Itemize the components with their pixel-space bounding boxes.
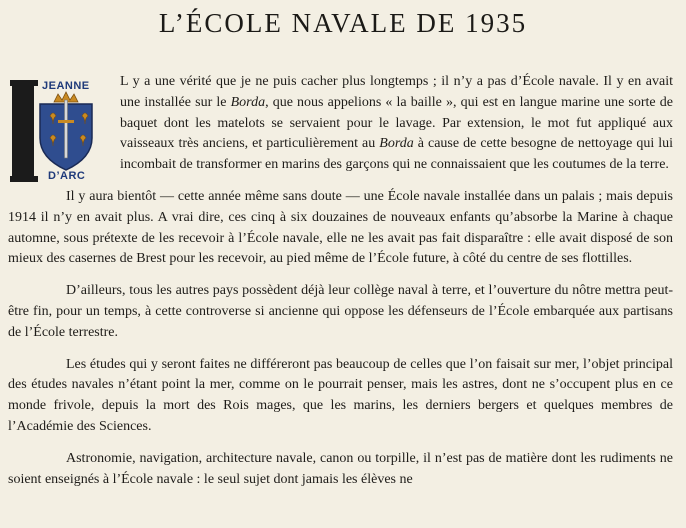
- dropcap-bottom-word: D’ARC: [48, 170, 86, 182]
- page-title: L’ÉCOLE NAVALE DE 1935: [158, 8, 528, 38]
- paragraph-4: Les études qui y seront faites ne différeront pas beaucoup de celles que l’on faisait sur mer, l’objet principal des études navales n’étant point la mer, comme on le pourrait penser, mais les astres, dont ne s’occupent plus en ce monde frivole, depuis la mort des Rois mages, que les marins, les derniers bergers et quelques membres de l’Académie des Sciences.: [8, 356, 673, 434]
- paragraph-1: [8, 72, 673, 176]
- body-text: [8, 72, 673, 490]
- paragraph-1-part-2: , que nous appelions « la baille », qui est en langue marine une sorte de baquet dont les matelots se servaient pour le lavage. Par extension, le mot fut appliqué aux vaisseaux très anciens, et particulièrement au: [120, 94, 673, 152]
- paragraph-2: Il y aura bientôt — cette année même sans doute — une École navale installée dans un palais ; mais depuis 1914 il n’y en avait plus. A vrai dire, ces cinq à six douzaines de nouveaux enfants qu’absorbe la Marine à chaque automne, sous prétexte de les recevoir à l’École navale, elle ne les avait pas fait disparaître : elle avait disposé de son mieux des casernes de Brest pour les recevoir, au pied même de l’École future, à côté du centre de ses flottilles.: [8, 188, 673, 267]
- dropcap-gap: [8, 72, 120, 176]
- dropcap-top-word: JEANNE: [42, 80, 90, 92]
- paragraph-3: D’ailleurs, tous les autres pays possèdent déjà leur collège naval à terre, et l’ouverture du nôtre mettra peut-être fin, pour un temps, à cette controverse si ancienne qui oppose les défenseurs de l’École embarquée aux partisans de l’École terrestre.: [8, 283, 673, 340]
- paragraph-1-ship-name: Borda: [230, 94, 266, 110]
- paragraph-1-part-3: à cause de cette besogne de nettoyage qui lui incombait de transformer en marins des garçons qui ne connaissaient que les coutumes de la terre.: [120, 136, 673, 173]
- paragraph-5: Astronomie, navigation, architecture navale, canon ou torpille, il n’est pas de matière dont les rudiments ne soient enseignés à l’École navale : le seul sujet dont jamais les élèves ne: [8, 450, 673, 487]
- paragraph-1-part-1: L y a une vérité que je ne puis cacher plus longtemps ; il n’y a pas d’École navale. Il y en avait une installée sur le: [120, 74, 673, 110]
- paragraph-1-ship-name-2: Borda: [379, 136, 414, 152]
